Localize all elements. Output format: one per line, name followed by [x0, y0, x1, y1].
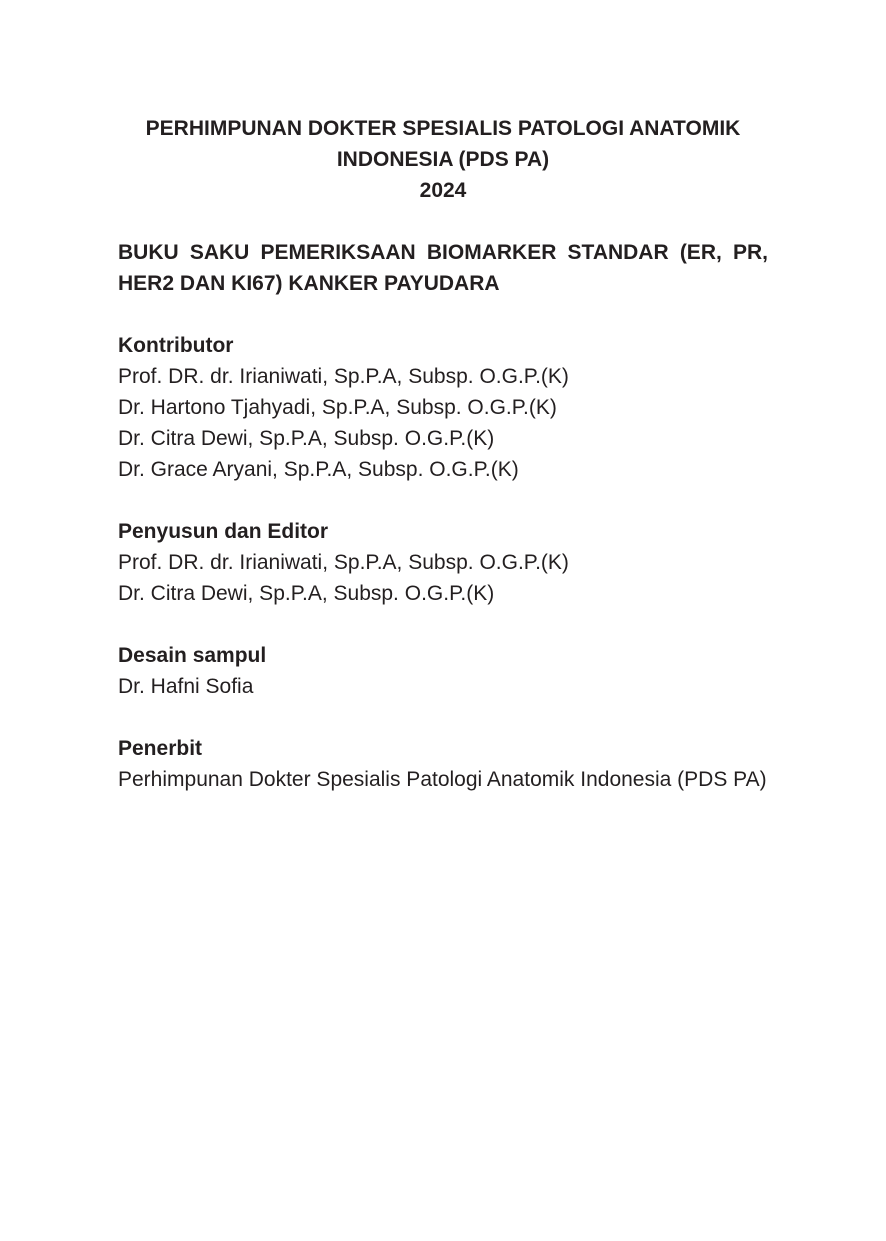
contributor-name: Dr. Hartono Tjahyadi, Sp.P.A, Subsp. O.G.P.(K) [118, 396, 557, 419]
organization-name-line-1: PERHIMPUNAN DOKTER SPESIALIS PATOLOGI ANATOMIK [145, 117, 741, 140]
editors-heading: Penyusun dan Editor [118, 520, 329, 543]
contributors-section [118, 330, 768, 485]
publisher-section [118, 733, 768, 795]
publication-year: 2024 [419, 179, 467, 202]
organization-header [118, 113, 768, 206]
contributors-heading: Kontributor [118, 334, 234, 357]
cover-design-heading: Desain sampul [118, 644, 267, 667]
book-title: BUKU SAKU PEMERIKSAAN BIOMARKER STANDAR (ER, PR, HER2 DAN KI67) KANKER PAYUDARA [118, 241, 768, 295]
publisher-name: Perhimpunan Dokter Spesialis Patologi Anatomik Indonesia (PDS PA) [118, 768, 767, 791]
contributor-name: Dr. Grace Aryani, Sp.P.A, Subsp. O.G.P.(K) [118, 458, 519, 481]
editor-name: Dr. Citra Dewi, Sp.P.A, Subsp. O.G.P.(K) [118, 582, 495, 605]
publisher-heading: Penerbit [118, 737, 203, 760]
editors-section [118, 516, 768, 609]
contributor-name: Prof. DR. dr. Irianiwati, Sp.P.A, Subsp. O.G.P.(K) [118, 365, 569, 388]
cover-design-section [118, 640, 768, 702]
contributor-name: Dr. Citra Dewi, Sp.P.A, Subsp. O.G.P.(K) [118, 427, 495, 450]
cover-designer-name: Dr. Hafni Sofia [118, 675, 254, 698]
editor-name: Prof. DR. dr. Irianiwati, Sp.P.A, Subsp. O.G.P.(K) [118, 551, 569, 574]
organization-name-line-2: INDONESIA (PDS PA) [336, 148, 550, 171]
